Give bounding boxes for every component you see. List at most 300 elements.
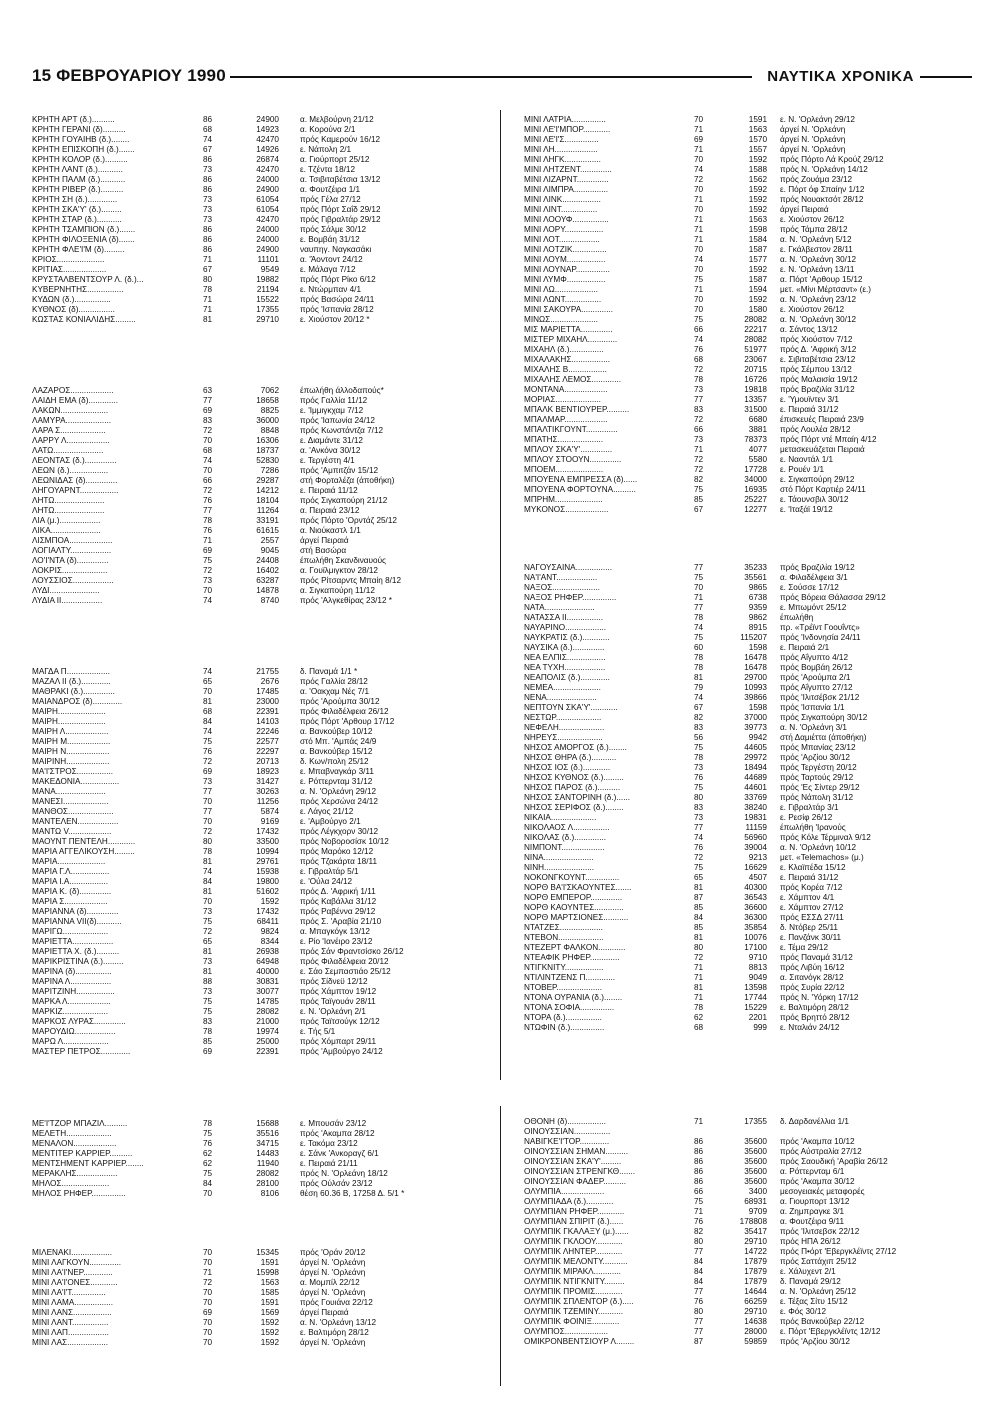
ship-row	[524, 813, 974, 823]
status-note: ε. Μπαβναγκάρ 3/11	[300, 767, 374, 776]
ship-name: ΝΤΙΓΚΝΙΤΥ.................	[524, 963, 604, 972]
build-year: 84	[694, 1277, 704, 1286]
status-note: ε. Χιούστον 26/12	[780, 305, 845, 314]
status-note: ε. Χάμπτον 4/1	[780, 893, 835, 902]
ship-name: ΜΙΝΙ ΛΟΥΜ.................	[524, 255, 606, 264]
status-note: άργεί Ν. 'Ορλεάνη	[300, 1258, 366, 1267]
status-note: πρός Σαουδική 'Αραβία 26/12	[780, 1157, 888, 1166]
ship-name: ΛΕΟΝΤΑΣ (δ.)..............	[32, 456, 117, 465]
ship-name: ΜΙΝΙ ΛΑΠ..................	[32, 1328, 109, 1337]
tonnage: 14212	[256, 486, 279, 495]
ship-row	[524, 973, 974, 983]
build-year: 75	[203, 997, 213, 1006]
ship-name: ΜΕΝΤΙΤΕΡ ΚΑΡΡΙΕΡ..........	[32, 1149, 133, 1158]
tonnage: 15345	[256, 1248, 279, 1257]
status-note: ε. Τέξας Σίτυ 15/12	[780, 1297, 848, 1306]
tonnage: 22217	[744, 325, 767, 334]
ship-row	[32, 807, 492, 817]
status-note: πρός Λουλέα 28/12	[780, 425, 851, 434]
ship-name: ΛΙΑ (μ.)..................	[32, 516, 101, 525]
ship-name: ΟΛΥΜΠΙΚ ΓΚΑΛΑΞΥ (μ.)......	[524, 1227, 629, 1236]
status-note: πρός 'Αρζίου 30/12	[780, 753, 850, 762]
ship-row	[524, 1217, 974, 1227]
ship-name: ΜΑΣΤΕΡ ΠΕΤΡΟΣ.............	[32, 1047, 131, 1056]
status-note: πρός Γιβραλτάρ 29/12	[300, 215, 381, 224]
build-year: 77	[694, 563, 704, 572]
status-note: πρός Ούλσάν 23/12	[300, 1179, 373, 1188]
ship-name: ΝΙΜΠΟΝΤ...................	[524, 843, 605, 852]
build-year: 82	[694, 475, 704, 484]
ship-name: ΟΛΥΜΠΙΚ ΜΙΡΑΚΛ............	[524, 1267, 621, 1276]
status-note: πρός Ταρτούς 29/12	[780, 773, 854, 782]
ship-name: ΟΛΥΜΠΙΚ ΤΖΕΜΙΝΥ...........	[524, 1307, 624, 1316]
tonnage: 39773	[744, 723, 767, 732]
tonnage: 26938	[256, 947, 279, 956]
ship-name: ΝΤΟΡΑ (δ.)................	[524, 1013, 602, 1022]
status-note: πρός Χόμπαρτ 29/11	[300, 1037, 377, 1046]
status-note: πρός Μπανίας 23/12	[780, 743, 856, 752]
tonnage: 16935	[744, 485, 767, 494]
ship-row	[524, 435, 974, 445]
ship-row	[32, 1017, 492, 1027]
tonnage: 36543	[744, 893, 767, 902]
ship-row	[32, 977, 492, 987]
build-year: 74	[694, 165, 704, 174]
build-year: 75	[203, 556, 213, 565]
build-year: 70	[203, 1288, 213, 1297]
tonnage: 24900	[256, 245, 279, 254]
tonnage: 28100	[256, 1179, 279, 1188]
status-note: πρός Λέγκχορν 30/12	[300, 827, 379, 836]
tonnage: 59859	[744, 1337, 767, 1346]
ship-name: ΟΛΥΜΠΙΚ ΣΠΛΕΝΤΟΡ (δ.).....	[524, 1297, 634, 1306]
status-note: πρός 'Ιλιτσέβσκ 21/12	[780, 693, 860, 702]
ship-name: ΜΕΝΑΛΟΝ...................	[32, 1139, 117, 1148]
tonnage: 9710	[748, 953, 767, 962]
build-year: 80	[694, 1307, 704, 1316]
ship-row	[32, 576, 492, 586]
ship-row	[32, 1268, 492, 1278]
ship-row	[32, 386, 492, 396]
ship-row	[32, 175, 492, 185]
build-year: 75	[203, 1007, 213, 1016]
ship-row	[524, 563, 974, 573]
build-year: 71	[694, 593, 704, 602]
status-note: α. Γιουρπορτ 13/12	[780, 1197, 850, 1206]
ship-row	[524, 445, 974, 455]
build-year: 76	[694, 1297, 704, 1306]
build-year: 80	[694, 793, 704, 802]
ship-row	[32, 115, 492, 125]
build-year: 78	[203, 1119, 213, 1128]
tonnage: 68931	[744, 1197, 767, 1206]
build-year: 71	[203, 295, 213, 304]
ship-row	[32, 1037, 492, 1047]
build-year: 83	[203, 416, 213, 425]
ship-row	[32, 596, 492, 606]
tonnage: 8813	[748, 963, 767, 972]
ship-row	[524, 305, 974, 315]
status-note: ε. Τεργέστη 4/1	[300, 456, 355, 465]
ship-name: ΛΑΚΩΝ.....................	[32, 406, 109, 415]
ship-row	[32, 526, 492, 536]
ship-row	[524, 1023, 974, 1033]
ship-name: ΜΑΙΑΝΔΡΟΣ (δ).............	[32, 697, 123, 706]
ship-row	[524, 633, 974, 643]
ship-name: ΟΛΥΜΠΟΣ...................	[524, 1327, 608, 1336]
ship-name: ΜΑΡΚΑ Λ...................	[32, 997, 111, 1006]
tonnage: 8740	[260, 596, 279, 605]
tonnage: 61054	[256, 195, 279, 204]
status-note: ε. Ν. 'Ορλεάνη 29/12	[780, 115, 855, 124]
ship-row	[524, 135, 974, 145]
ship-name: ΝΗΣΟΣ ΠΑΡΟΣ (δ.)..........	[524, 783, 621, 792]
build-year: 67	[203, 145, 213, 154]
status-note: πρός Σέμπου 13/12	[780, 365, 852, 374]
column-divider-top	[500, 110, 501, 1080]
tonnage: 1569	[260, 1308, 279, 1317]
ship-row	[524, 115, 974, 125]
status-note: πρός Ν. 'Ορλεάνη 18/12	[300, 1169, 388, 1178]
ship-name: ΝΤΑΤΖΕΣ...................	[524, 923, 603, 932]
ship-row	[524, 295, 974, 305]
build-year: 86	[694, 1177, 704, 1186]
status-note: α. Ν. 'Ορλεάνη 30/12	[780, 315, 857, 324]
ship-name: ΜΙΝΙ ΛΙΜΠΡΑ...............	[524, 185, 609, 194]
tonnage: 31427	[256, 777, 279, 786]
build-year: 85	[203, 1037, 213, 1046]
ship-name: ΜΕΡΑΚΛΗΣ..................	[32, 1169, 118, 1178]
build-year: 86	[203, 235, 213, 244]
build-year: 73	[203, 215, 213, 224]
status-note: στή Βασώρα	[300, 546, 347, 555]
ship-name: ΜΙΣ ΜΑΡΙΕΤΤΑ..............	[524, 325, 613, 334]
ship-row	[524, 613, 974, 623]
ship-row	[524, 653, 974, 663]
build-year: 78	[694, 653, 704, 662]
status-note: πρός Παναμά 31/12	[780, 953, 853, 962]
status-note: πρός Αΐγυπτο 27/12	[780, 683, 853, 692]
ship-row	[524, 673, 974, 683]
ship-row	[524, 733, 974, 743]
build-year: 77	[694, 1327, 704, 1336]
tonnage: 35600	[744, 1137, 767, 1146]
status-note: ε. Πειραιά 11/12	[300, 486, 358, 495]
ship-row	[524, 415, 974, 425]
build-year: 76	[203, 1139, 213, 1148]
ship-row	[524, 763, 974, 773]
ship-row	[32, 847, 492, 857]
build-year: 75	[694, 633, 704, 642]
listing-section	[524, 115, 974, 515]
build-year: 70	[694, 155, 704, 164]
build-year: 72	[203, 1278, 213, 1287]
build-year: 77	[203, 787, 213, 796]
ship-name: ΚΡΗΤΗ ΛΑΝΤ (δ.)...........	[32, 165, 123, 174]
ship-row	[524, 255, 974, 265]
ship-name: ΝΗΣΟΣ ΘΗΡΑ (δ.)...........	[524, 753, 617, 762]
ship-row	[32, 406, 492, 416]
ship-row	[32, 165, 492, 175]
tonnage: 19818	[744, 385, 767, 394]
tonnage: 19974	[256, 1027, 279, 1036]
ship-row	[524, 475, 974, 485]
ship-row	[32, 556, 492, 566]
tonnage: 1570	[748, 135, 767, 144]
build-year: 85	[694, 495, 704, 504]
status-note: πρός 'Ισπανία 28/12	[300, 305, 374, 314]
ship-name: ΝΟΚΟΝΓΚΟΥΝΤ...............	[524, 873, 620, 882]
tonnage: 10993	[744, 683, 767, 692]
ship-name: ΛΥΔΙΑ ΙΙ..................	[32, 596, 103, 605]
ship-name: ΝΗΡΕΥΣ....................	[524, 733, 603, 742]
ship-row	[32, 707, 492, 717]
status-note: α. Ν. 'Ορλεάνη 23/12	[780, 295, 857, 304]
status-note: πρός Π•όρτ 'Εβεργκλέϊντς 27/12	[780, 1247, 897, 1256]
ship-row	[32, 446, 492, 456]
status-note: α. Πόρτ 'Αρθουρ 15/12	[780, 275, 863, 284]
build-year: 74	[694, 693, 704, 702]
build-year: 83	[203, 1017, 213, 1026]
tonnage: 29710	[744, 1237, 767, 1246]
ship-row	[524, 883, 974, 893]
status-note: πρός Μαλαισία 19/12	[780, 375, 858, 384]
tonnage: 11940	[256, 1159, 279, 1168]
build-year: 73	[203, 195, 213, 204]
status-note: πρ. «Τρέϊντ Γοουΐντς»	[780, 623, 860, 632]
build-year: 68	[694, 355, 704, 364]
status-note: στό Μπ. 'Αμπάς 24/9	[300, 737, 377, 746]
page-date: 15 ΦΕΒΡΟΥΑΡΙΟΥ 1990	[32, 66, 226, 85]
build-year: 77	[694, 395, 704, 404]
status-note: πρός Ραβέννα 29/12	[300, 907, 376, 916]
ship-name: ΜΙΝΙ ΛΑΤΡΙΑ...............	[524, 115, 606, 124]
ship-row	[32, 1288, 492, 1298]
ship-name: ΝΤΕΑΦΙΚ ΡΗΦΕΡ.............	[524, 953, 620, 962]
build-year: 74	[203, 667, 213, 676]
ship-row	[524, 1297, 974, 1307]
listing-section	[32, 386, 492, 606]
ship-name: ΜΙΧΑΗΛ (δ.)...............	[524, 345, 604, 354]
build-year: 88	[203, 977, 213, 986]
ship-row	[32, 195, 492, 205]
status-note: άργεί Ν. 'Ορλεάνη	[780, 135, 846, 144]
build-year: 71	[694, 963, 704, 972]
ship-name: ΝΑΞΟΣ.....................	[524, 583, 600, 592]
tonnage: 9213	[748, 853, 767, 862]
ship-name: ΜΑΚΕΔΟΝΙΑ.................	[32, 777, 120, 786]
ship-row	[32, 185, 492, 195]
listing-section	[32, 115, 492, 325]
status-note: άργεί Πειραιά	[780, 205, 829, 214]
tonnage: 1591	[260, 1298, 279, 1307]
status-note: α. Σιτανόγκ 28/12	[780, 973, 844, 982]
tonnage: 35417	[744, 1227, 767, 1236]
tonnage: 1598	[748, 703, 767, 712]
build-year: 70	[694, 265, 704, 274]
ship-row	[524, 853, 974, 863]
tonnage: 8344	[260, 937, 279, 946]
status-note: ε. 'Αμβούργο 2/1	[300, 817, 361, 826]
tonnage: 19800	[256, 877, 279, 886]
ship-row	[32, 907, 492, 917]
build-year: 80	[203, 275, 213, 284]
ship-row	[524, 405, 974, 415]
status-note: πρός 'Ιλιτσεβσκ 22/12	[780, 1227, 860, 1236]
ship-name: ΜΑΡΙΝΑ Λ..................	[32, 977, 112, 986]
ship-name: ΜΑΝΑ......................	[32, 787, 106, 796]
status-note: πρός Νοβοροσίσκ 10/12	[300, 837, 389, 846]
build-year: 70	[694, 185, 704, 194]
ship-name: ΜΗΛΟΣ.....................	[32, 1179, 110, 1188]
status-note: έπωλήθη	[780, 613, 814, 622]
build-year: 76	[694, 1217, 704, 1226]
build-year: 76	[203, 747, 213, 756]
ship-name: ΜΙΝΙ ΛΟΟΥΦ................	[524, 215, 609, 224]
ship-name: ΜΙΝΙ ΛΑ'Ι'ΟΝΕΣ............	[32, 1278, 118, 1287]
ship-row	[32, 1047, 492, 1057]
build-year: 86	[203, 115, 213, 124]
ship-row	[524, 155, 974, 165]
status-note: πρός Κορέα 7/12	[780, 883, 843, 892]
status-note: ε. Ρουέν 1/1	[780, 465, 825, 474]
build-year: 70	[203, 436, 213, 445]
status-note: πρός Νουακτσότ 28/12	[780, 195, 864, 204]
ship-row	[32, 747, 492, 757]
ship-name: ΜΟΡΙΑΣ....................	[524, 395, 601, 404]
build-year: 83	[694, 723, 704, 732]
ship-row	[32, 546, 492, 556]
build-year: 86	[203, 245, 213, 254]
tonnage: 16629	[744, 863, 767, 872]
ship-row	[524, 315, 974, 325]
ship-name: ΜΑΡΩ Λ....................	[32, 1037, 109, 1046]
status-note: ε. Νάπολη 2/1	[300, 145, 352, 154]
ship-name: ΝΤΕΖΕΡΤ ΦΑΛΚΟΝ............	[524, 943, 626, 952]
build-year: 82	[694, 1227, 704, 1236]
build-year: 76	[694, 773, 704, 782]
ship-name: ΛΟ'Ι'ΝΤΑ (δ)..............	[32, 556, 109, 565]
ship-name: ΝΑΒΙΓΚΕ'Ι'ΤΟΡ.............	[524, 1137, 610, 1146]
status-note: ε. Τάουνσβιλ 30/12	[780, 495, 849, 504]
status-note: ε. Φός 30/12	[780, 1307, 826, 1316]
tonnage: 11264	[256, 506, 279, 515]
ship-name: ΜΕΝΤΣΗΜΕΝΤ ΚΑΡΡΙΕΡ........	[32, 1159, 144, 1168]
ship-name: ΚΥΔΩΝ (δ.)................	[32, 295, 111, 304]
status-note: πρός Χάμπτον 19/12	[300, 987, 377, 996]
build-year: 78	[694, 375, 704, 384]
tonnage: 38240	[744, 803, 767, 812]
ship-name: ΝΕΣΤΩΡ....................	[524, 713, 602, 722]
tonnage: 22391	[256, 1047, 279, 1056]
tonnage: 6738	[748, 593, 767, 602]
ship-name: ΛΥΔΙ......................	[32, 586, 100, 595]
ship-row	[524, 723, 974, 733]
build-year: 66	[203, 476, 213, 485]
ship-name: ΟΛΥΜΠΙΚ ΜΕΛΟΝΤΥ...........	[524, 1257, 628, 1266]
build-year: 81	[694, 673, 704, 682]
ship-name: ΜΑΡΙΓΩ....................	[32, 927, 109, 936]
status-note: ε. Ν. 'Ορλεάνη 2/1	[300, 1007, 366, 1016]
tonnage: 1592	[748, 205, 767, 214]
ship-name: ΜΙΝΙ ΛΟΤ..................	[524, 235, 600, 244]
ship-row	[524, 1267, 974, 1277]
ship-name: ΚΩΣΤΑΣ ΚΟΝΙΑΛΙΔΗΣ.........	[32, 315, 136, 324]
ship-row	[32, 1318, 492, 1328]
ship-name: ΜΠΡΗΜ.....................	[524, 495, 603, 504]
tonnage: 115207	[740, 633, 767, 642]
status-note: πρός Ταϊγουάν 28/11	[300, 997, 376, 1006]
ship-name: ΜΑΙΡΙΝΗ...................	[32, 757, 110, 766]
ship-row	[524, 195, 974, 205]
ship-row	[32, 1278, 492, 1288]
tonnage: 34000	[744, 475, 767, 484]
tonnage: 16726	[744, 375, 767, 384]
tonnage: 35233	[744, 563, 767, 572]
build-year: 74	[203, 727, 213, 736]
ship-name: ΝΗΣΟΣ ΚΥΘΝΟΣ (δ.).........	[524, 773, 624, 782]
ship-row	[524, 1187, 974, 1197]
ship-row	[524, 165, 974, 175]
ship-name: ΜΠΑΛΤΙΚΓΟΥΝΤ..............	[524, 425, 618, 434]
tonnage: 35561	[744, 573, 767, 582]
build-year: 78	[694, 1003, 704, 1012]
tonnage: 51602	[256, 887, 279, 896]
status-note: δ. Παναμά 29/12	[780, 1277, 841, 1286]
tonnage: 8825	[260, 406, 279, 415]
build-year: 73	[694, 435, 704, 444]
status-note: πρός 'Ινδονησία 24/11	[780, 633, 861, 642]
status-note: μετασκευάζεται Πειραιά	[780, 445, 865, 454]
ship-row	[32, 1308, 492, 1318]
tonnage: 12277	[744, 505, 767, 514]
ship-name: ΜΑΘΡΑΚΙ (δ.)..............	[32, 687, 115, 696]
build-year: 75	[694, 863, 704, 872]
ship-name: ΚΡΗΤΗ ΤΣΑΜΠΙΟΝ (δ.).......	[32, 225, 136, 234]
ship-row	[524, 823, 974, 833]
status-note: α. Ζημπραγκε 3/1	[780, 1207, 845, 1216]
ship-row	[524, 395, 974, 405]
tonnage: 30077	[256, 987, 279, 996]
ship-row	[32, 727, 492, 737]
tonnage: 4077	[748, 445, 767, 454]
build-year: 80	[694, 943, 704, 952]
ship-row	[524, 1127, 974, 1137]
status-note: α. Μελβούρνη 21/12	[300, 115, 374, 124]
ship-name: ΛΕΩΝ (δ.).................	[32, 466, 109, 475]
build-year: 70	[694, 245, 704, 254]
tonnage: 999	[753, 1023, 767, 1032]
status-note: πρός Αΐγυπτο 4/12	[780, 653, 849, 662]
ship-name: ΜΙΧΑΛΑΚΗΣ.................	[524, 355, 611, 364]
ship-row	[32, 125, 492, 135]
ship-row	[524, 1337, 974, 1347]
ship-row	[524, 365, 974, 375]
status-note: πρός 'Οράν 20/12	[300, 1248, 366, 1257]
status-note: πρός Αύστραλία 27/12	[780, 1147, 862, 1156]
ship-row	[32, 1139, 492, 1149]
ship-name: ΜΠΟΕΜ.....................	[524, 465, 604, 474]
tonnage: 44605	[744, 743, 767, 752]
build-year: 70	[203, 797, 213, 806]
status-note: α. Ν. 'Ορλεάνη 30/12	[780, 255, 857, 264]
status-note: μεσογειακές μεταφορές	[780, 1187, 865, 1196]
ship-name: ΛΟΓΙΑΛΤΥ..................	[32, 546, 112, 555]
ship-row	[32, 205, 492, 215]
ship-name: ΜΑΡΙΕΤΤΑ..................	[32, 937, 114, 946]
status-note: πρός Πόρτ ντέ Μπαίη 4/12	[780, 435, 877, 444]
status-note: α. Μπαγκόγκ 13/12	[300, 927, 370, 936]
